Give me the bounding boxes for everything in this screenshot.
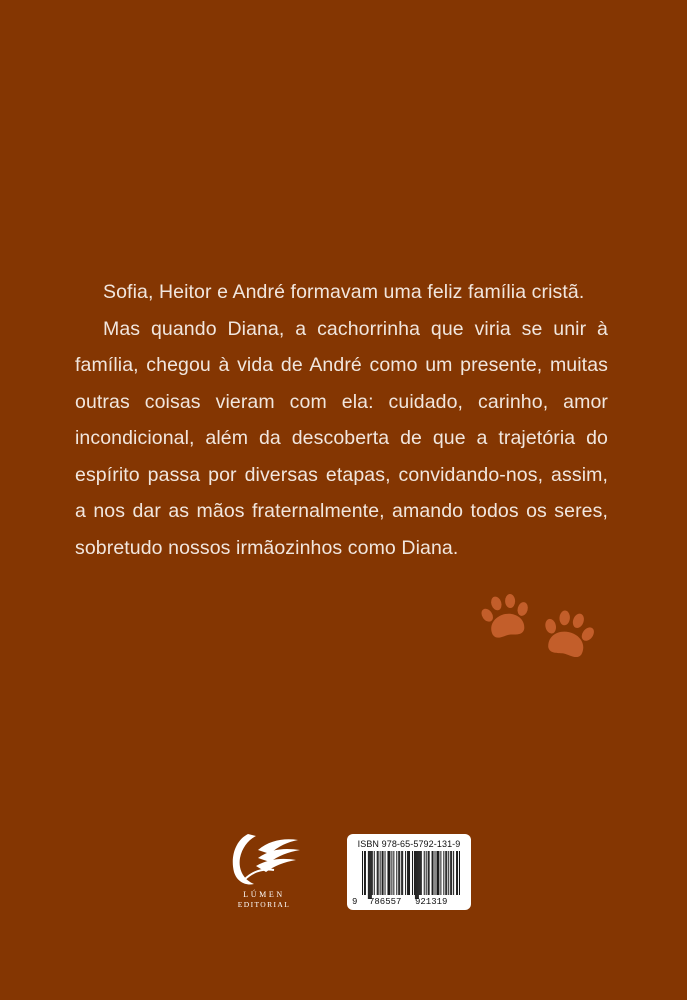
barcode-bar: [402, 851, 403, 895]
barcode-bar: [448, 851, 449, 895]
paw-prints: [476, 590, 626, 670]
barcode-bar: [372, 851, 373, 895]
barcode-bar: [436, 851, 437, 895]
barcode-bar: [393, 851, 394, 895]
barcode-bar: [453, 851, 454, 895]
barcode-bar: [437, 851, 438, 895]
isbn-label: ISBN 978-65-5792-131-9: [357, 839, 461, 849]
barcode-digits-left: 786557: [369, 897, 402, 907]
barcode-bar: [369, 851, 370, 899]
paw-print-icon: [538, 606, 600, 660]
barcode-bar: [396, 851, 397, 895]
barcode-bar: [421, 851, 422, 895]
barcode-bar: [433, 851, 434, 895]
barcode-bar: [450, 851, 451, 895]
barcode-bar: [440, 851, 441, 895]
barcode-bar: [435, 851, 436, 895]
barcode-bar: [446, 851, 447, 895]
barcode: [354, 851, 464, 899]
barcode-bar: [428, 851, 429, 895]
barcode-bar: [451, 851, 452, 895]
barcode-bar: [380, 851, 381, 895]
publisher-name: LÚMEN: [243, 890, 285, 899]
barcode-bar: [407, 851, 408, 895]
barcode-bar: [401, 851, 402, 895]
barcode-bar: [417, 851, 418, 899]
barcode-bar: [398, 851, 399, 895]
lumen-editorial-logo: [218, 826, 310, 910]
barcode-bar: [388, 851, 389, 895]
paw-print-icon: [477, 590, 534, 640]
barcode-bar: [443, 851, 444, 895]
barcode-bar: [419, 851, 420, 895]
barcode-bar: [391, 851, 392, 895]
barcode-digits: [352, 898, 466, 908]
barcode-bar: [385, 851, 386, 895]
blurb-paragraph-1: Sofia, Heitor e André formavam uma feliz família cristã.: [103, 281, 585, 303]
barcode-bar: [371, 851, 372, 899]
barcode-bar: [370, 851, 371, 899]
barcode-digit-first: 9: [352, 897, 358, 907]
barcode-bar: [408, 851, 409, 895]
barcode-bar: [383, 851, 384, 895]
barcode-bar: [405, 851, 406, 895]
back-cover-blurb: [75, 274, 608, 566]
barcode-bar: [365, 851, 366, 895]
barcode-bar: [364, 851, 365, 895]
barcode-bar: [399, 851, 400, 895]
barcode-bar: [445, 851, 446, 895]
barcode-bar: [368, 851, 369, 899]
publisher-subtitle: EDITORIAL: [237, 900, 291, 909]
barcode-bar: [426, 851, 427, 895]
barcode-bar: [382, 851, 383, 895]
barcode-bar: [420, 851, 421, 895]
barcode-bar: [412, 851, 413, 895]
barcode-bar: [459, 851, 460, 895]
barcode-digits-right: 921319: [415, 897, 448, 907]
barcode-bar: [424, 851, 425, 895]
barcode-bar: [432, 851, 433, 895]
barcode-bar: [438, 851, 439, 895]
barcode-bar: [418, 851, 419, 899]
barcode-bar: [378, 851, 379, 895]
barcode-bar: [387, 851, 388, 895]
lumen-feather-logo: [233, 834, 300, 885]
barcode-bar: [377, 851, 378, 895]
barcode-bar: [416, 851, 417, 899]
barcode-bar: [429, 851, 430, 895]
barcode-bar: [409, 851, 410, 895]
barcode-bar: [457, 851, 458, 895]
blurb-paragraph-2: Mas quando Diana, a cachorrinha que viria se unir à família, chegou à vida de André como um presente, muitas outras coisas vieram com ela: cuidado, carinho, amor incondicional, além da descoberta de que a trajetória do espírito passa por diversas etapas, convidando-nos, assim, a nos dar as mãos fraternalmente, amando todos os seres, sobretudo nossos irmãozinhos como Diana.: [75, 317, 608, 559]
barcode-bar: [456, 851, 457, 895]
barcode-bar: [362, 851, 363, 895]
barcode-bar: [415, 851, 416, 899]
barcode-bar: [414, 851, 415, 895]
barcode-bar: [374, 851, 375, 895]
isbn-barcode-box: [347, 834, 471, 910]
barcode-bar: [389, 851, 390, 895]
